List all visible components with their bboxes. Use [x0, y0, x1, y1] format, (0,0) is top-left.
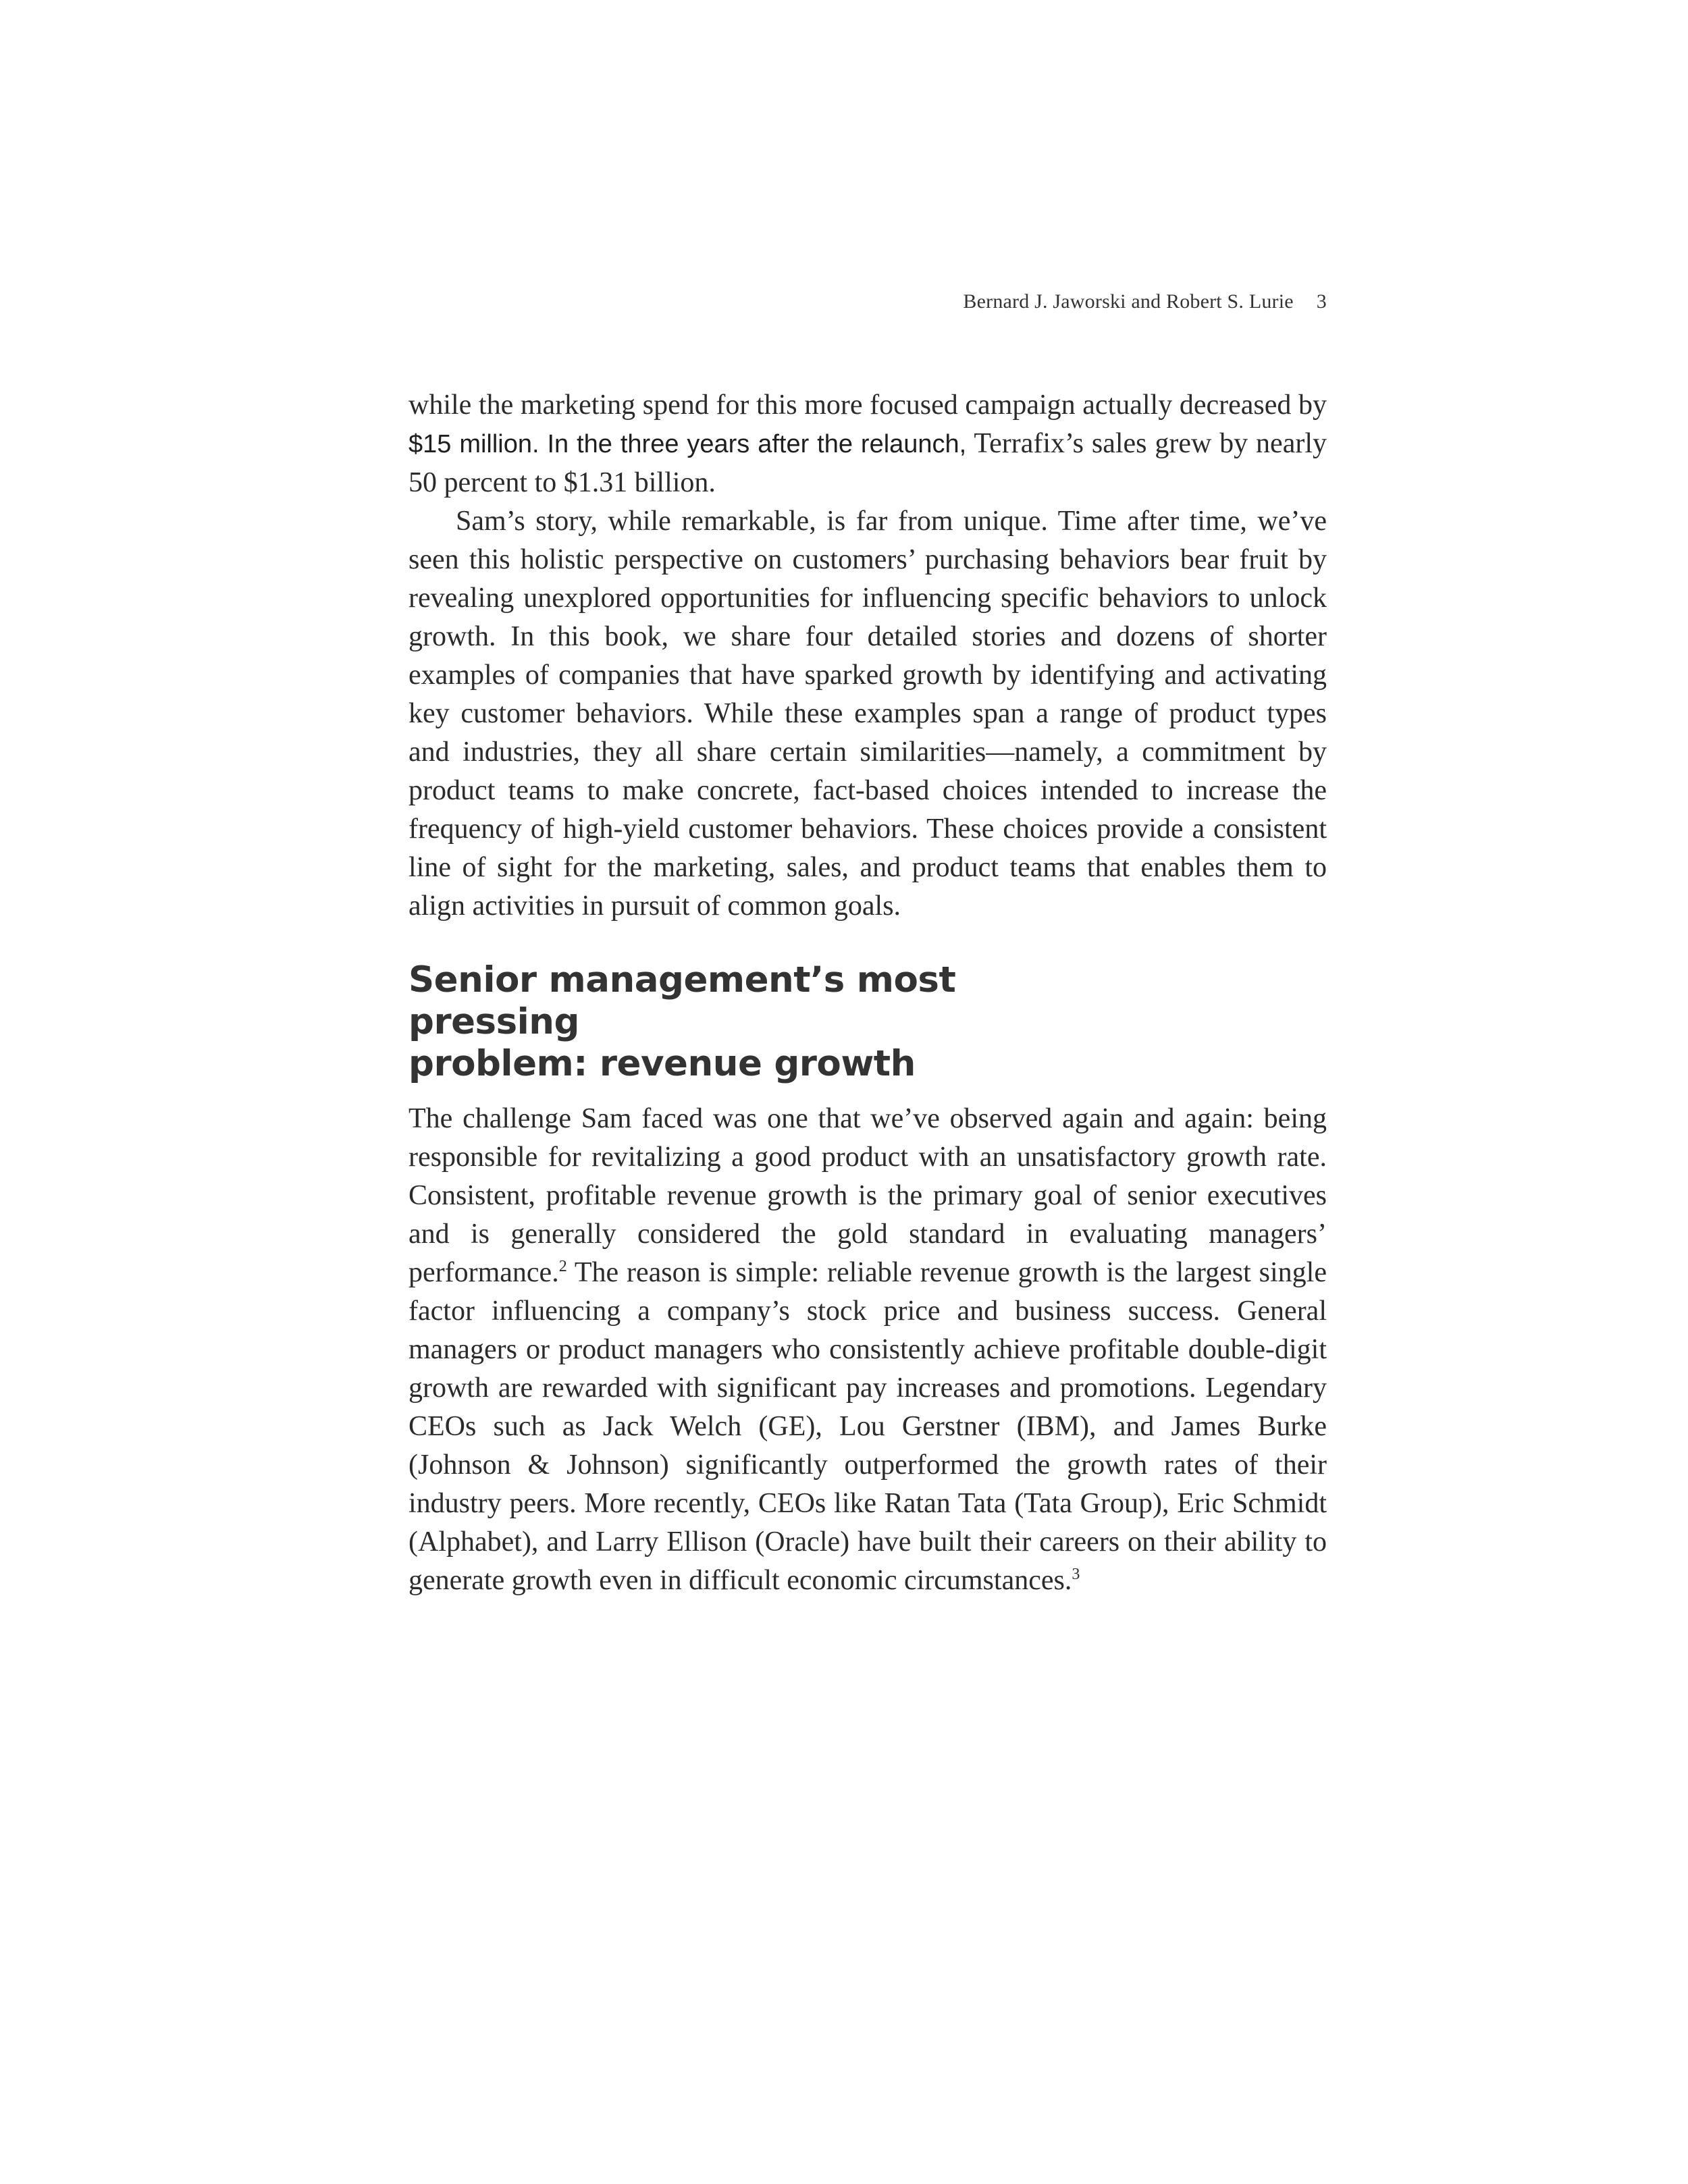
paragraph-1 [408, 386, 1327, 502]
running-head-authors: Bernard J. Jaworski and Robert S. Lurie [963, 290, 1294, 313]
paragraph-3 [408, 1100, 1327, 1600]
footnote-marker-3: 3 [1072, 1566, 1080, 1583]
page-number: 3 [1316, 290, 1327, 313]
paragraph-2: Sam’s story, while remarkable, is far from unique. Time after time, we’ve seen this holistic perspective on customers’ purchasing behaviors bear fruit by revealing unexplored opportunities for influencing specific behaviors to unlock growth. In this book, we share four detailed stories and dozens of shorter examples of companies that have sparked growth by identifying and activating key customer behaviors. While these examples span a range of product types and industries, they all share certain similarities—namely, a commitment by product teams to make concrete, fact-based choices intended to increase the frequency of high-yield customer behaviors. These choices provide a consistent line of sight for the marketing, sales, and product teams that enables them to align activities in pursuit of common goals. [408, 506, 1327, 922]
paragraph-1-part-2: $15 million. In the three years after the relaunch, [408, 430, 967, 458]
paragraph-3-part-1: The challenge Sam faced was one that we’ve observed again and again: being responsible for revitalizing a good product with an unsatisfactory growth rate. Consistent, profitable revenue growth is the primary goal of senior executives and is generally considered the gold standard in evaluating managers’ performance. [408, 1103, 1327, 1288]
section-heading-line-2: problem: revenue growth [408, 1043, 916, 1084]
body-text [408, 386, 1327, 926]
paragraph-1-part-1: while the marketing spend for this more focused campaign actually decreased by [408, 390, 1327, 421]
page-content [408, 386, 1327, 1600]
body-text-section [408, 1100, 1327, 1600]
paragraph-1-part-3: Terrafix’s sales grew by nearly 50 percent to $1.31 billion. [408, 428, 1327, 498]
running-head [408, 290, 1327, 313]
section-heading [408, 959, 1084, 1085]
paragraph-3-part-2: The reason is simple: reliable revenue growth is the largest single factor influencing a company’s stock price and business success. General managers or product managers who consistently achieve profitable double-digit growth are rewarded with significant pay increases and promotions. Legendary CEOs such as Jack Welch (GE), Lou Gerstner (IBM), and James Burke (Johnson & Johnson) significantly outperformed the growth rates of their industry peers. More recently, CEOs like Ratan Tata (Tata Group), Eric Schmidt (Alphabet), and Larry Ellison (Oracle) have built their careers on their ability to generate growth even in difficult economic circumstances. [408, 1257, 1327, 1596]
footnote-marker-2: 2 [558, 1258, 567, 1275]
section-heading-line-1: Senior management’s most pressing [408, 959, 956, 1042]
